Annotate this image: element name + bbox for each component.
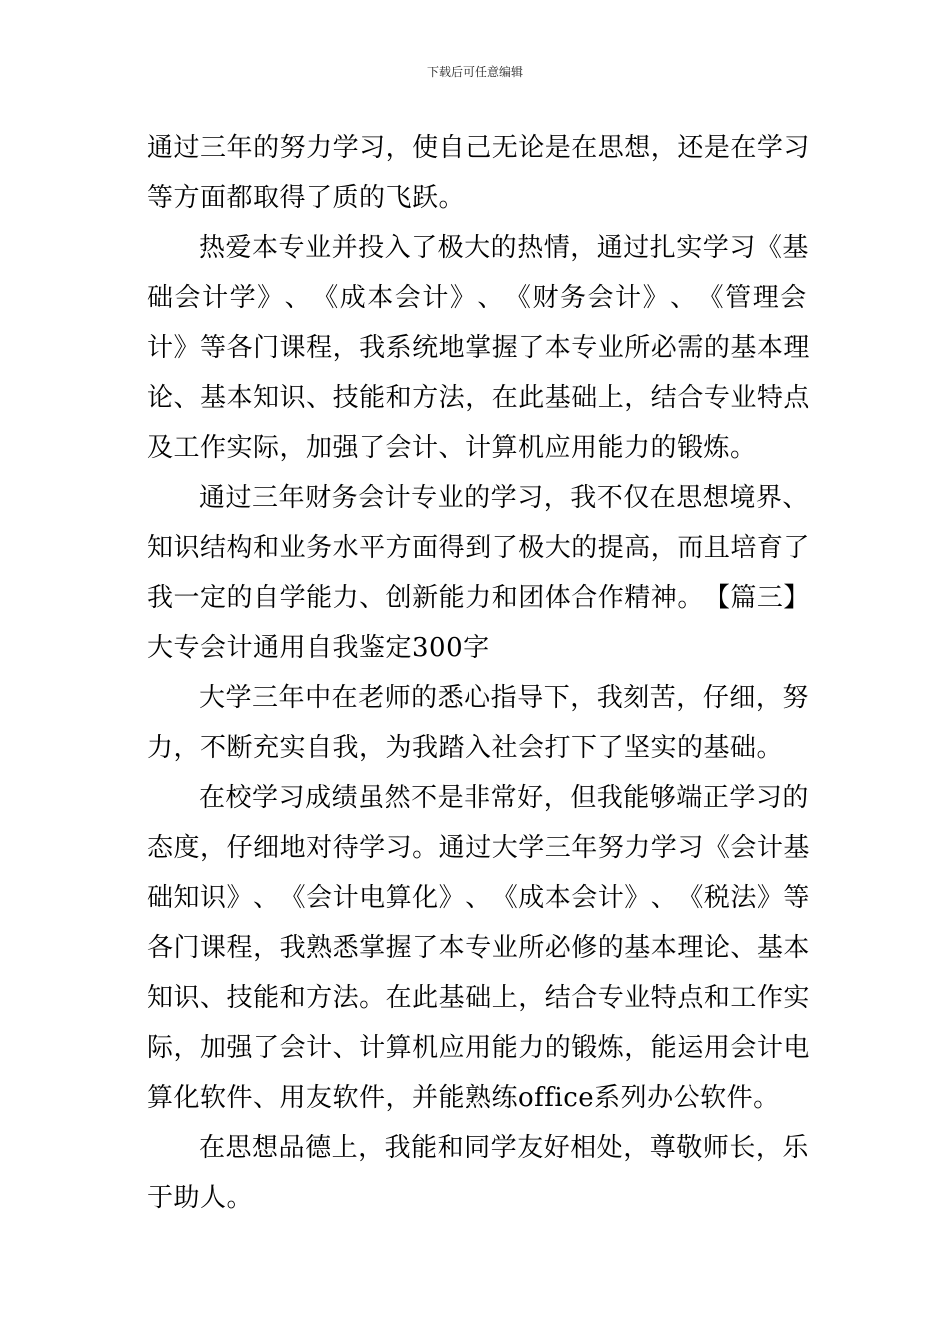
text-line: 热 爱 本 专 业 并 投 入 了 极 大 的 热 情 ， 通 过 扎 实 学 习 《 基 xyxy=(199,233,809,263)
text-line: 通 过 三 年 的 努 力 学 习 ， 使 自 己 无 论 是 在 思 想 ， 还 是 在 学 习 xyxy=(147,133,810,163)
document-body xyxy=(147,123,810,1223)
text-line: 计 》 等 各 门 课 程 ， 我 系 统 地 掌 握 了 本 专 业 所 必 需 的 基 本 理 xyxy=(147,333,810,363)
text-line: 我 一 定 的 自 学 能 力 、 创 新 能 力 和 团 体 合 作 精 神 。 【 篇 三 】 xyxy=(147,583,810,613)
text-line: 等方面都取得了质的飞跃。 xyxy=(147,183,466,213)
text-line: 在 校 学 习 成 绩 虽 然 不 是 非 常 好 ， 但 我 能 够 端 正 学 习 的 xyxy=(199,783,809,813)
text-line: 态 度 ， 仔 细 地 对 待 学 习 。 通 过 大 学 三 年 努 力 学 习 《 会 计 基 xyxy=(147,833,810,863)
text-line: 际 ， 加 强 了 会 计 、 计 算 机 应 用 能 力 的 锻 炼 ， 能 运 用 会 计 电 xyxy=(147,1033,810,1063)
text-line: 论 、 基 本 知 识 、 技 能 和 方 法 ， 在 此 基 础 上 ， 结 合 专 业 特 点 xyxy=(147,383,810,413)
text-line: 知 识 、 技 能 和 方 法 。 在 此 基 础 上 ， 结 合 专 业 特 点 和 工 作 实 xyxy=(147,983,810,1013)
text-line: 础 会 计 学 》 、 《 成 本 会 计 》 、 《 财 务 会 计 》 、 《 管 理 会 xyxy=(147,283,807,313)
text-line: 算化软件、用友软件，并能熟练office系列办公软件。 xyxy=(147,1083,780,1113)
text-line: 力，不断充实自我，为我踏入社会打下了坚实的基础。 xyxy=(147,733,784,763)
text-line: 大专会计通用自我鉴定300字 xyxy=(147,633,490,663)
text-line: 于助人。 xyxy=(147,1183,254,1213)
text-line: 础 知 识 》 、 《 会 计 电 算 化 》 、 《 成 本 会 计 》 、 《 税 法 》 等 xyxy=(147,883,810,913)
text-line: 通 过 三 年 财 务 会 计 专 业 的 学 习 ， 我 不 仅 在 思 想 境 界 、 xyxy=(199,483,809,513)
page-header: 下载后可任意编辑 xyxy=(426,65,523,79)
text-line: 及工作实际，加强了会计、计算机应用能力的锻炼。 xyxy=(147,433,757,463)
text-line: 大 学 三 年 中 在 老 师 的 悉 心 指 导 下 ， 我 刻 苦 ， 仔 细 ， 努 xyxy=(199,683,809,713)
text-line: 知 识 结 构 和 业 务 水 平 方 面 得 到 了 极 大 的 提 高 ， 而 且 培 育 了 xyxy=(147,533,810,563)
text-line: 各 门 课 程 ， 我 熟 悉 掌 握 了 本 专 业 所 必 修 的 基 本 理 论 、 基 本 xyxy=(147,933,810,963)
text-line: 在 思 想 品 德 上 ， 我 能 和 同 学 友 好 相 处 ， 尊 敬 师 长 ， 乐 xyxy=(199,1133,809,1163)
